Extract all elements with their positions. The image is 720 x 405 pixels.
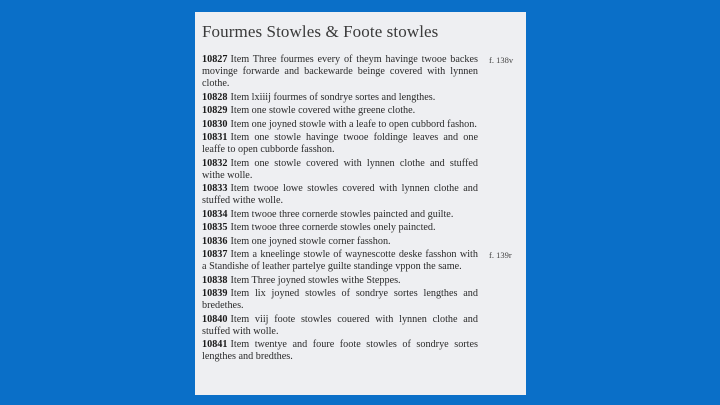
- list-item: [202, 183, 478, 207]
- entry-text: Item one stowle covered with lynnen clothe and stuffed withe wolle.: [202, 157, 478, 181]
- entry-number: 10832: [202, 157, 228, 169]
- entry-number: 10830: [202, 118, 228, 130]
- folio-reference: f. 138v: [489, 55, 514, 65]
- entry-text: Item one joyned stowle with a leafe to open cubbord fashon.: [230, 118, 477, 130]
- list-item: [202, 105, 478, 117]
- entry-number: 10838: [202, 274, 228, 286]
- entry-text: Item twooe three cornerde stowles paincted and guilte.: [230, 208, 454, 220]
- entry-number: 10835: [202, 222, 228, 233]
- entry-number: 10836: [202, 235, 228, 247]
- list-item: [202, 314, 478, 338]
- list-item: [202, 132, 478, 156]
- entry-text: Item a kneelinge stowle of waynescotte deske fasshon with a Standishe of leather partelye guilte standinge vppon the same.: [202, 249, 478, 272]
- entry-text: Item lxiiij fourmes of sondrye sortes and lengthes.: [230, 91, 436, 103]
- entry-text: Item twooe three cornerde stowles onely paincted.: [230, 222, 436, 233]
- entry-number: 10833: [202, 183, 228, 194]
- entry-text: Item Three joyned stowles withe Steppes.: [230, 274, 401, 286]
- entry-text: Item one joyned stowle corner fasshon.: [230, 235, 391, 247]
- entry-number: 10834: [202, 208, 228, 220]
- entry-text: Item twooe lowe stowles covered with lynnen clothe and stuffed withe wolle.: [202, 183, 478, 206]
- list-item: [202, 249, 512, 273]
- entry-number: 10839: [202, 288, 228, 299]
- document-page: [195, 12, 526, 395]
- list-item: [202, 92, 478, 104]
- list-item: [202, 54, 514, 90]
- page-title: Fourmes Stowles & Foote stowles: [202, 22, 439, 41]
- entry-text: Item lix joyned stowles of sondrye sortes lengthes and bredethes.: [202, 288, 478, 311]
- entry-list: [202, 54, 514, 363]
- entry-number: 10828: [202, 91, 228, 103]
- list-item: [202, 275, 478, 287]
- entry-text: Item Three fourmes every of theym havinge twooe backes movinge forwarde and backewarde beinge covered with lynnen clothe.: [202, 54, 478, 89]
- list-item: [202, 158, 478, 182]
- list-item: [202, 209, 478, 221]
- folio-reference: f. 139r: [489, 250, 512, 260]
- entry-text: Item one stowle havinge twooe foldinge leaves and one leaffe to open cubborde fasshon.: [202, 132, 478, 155]
- entry-number: 10827: [202, 54, 228, 65]
- entry-number: 10841: [202, 339, 228, 350]
- entry-text: Item twentye and foure foote stowles of sondrye sortes lengthes and bredthes.: [202, 339, 478, 362]
- list-item: [202, 222, 478, 234]
- list-item: [202, 236, 478, 248]
- entry-number: 10837: [202, 249, 228, 260]
- entry-text: Item viij foote stowles couered with lynnen clothe and stuffed with wolle.: [202, 313, 478, 337]
- entry-text: Item one stowle covered withe greene clothe.: [230, 105, 416, 116]
- list-item: [202, 119, 478, 131]
- entry-number: 10829: [202, 105, 228, 116]
- list-item: [202, 288, 478, 312]
- entry-number: 10840: [202, 313, 228, 325]
- entry-number: 10831: [202, 132, 228, 143]
- list-item: [202, 339, 478, 363]
